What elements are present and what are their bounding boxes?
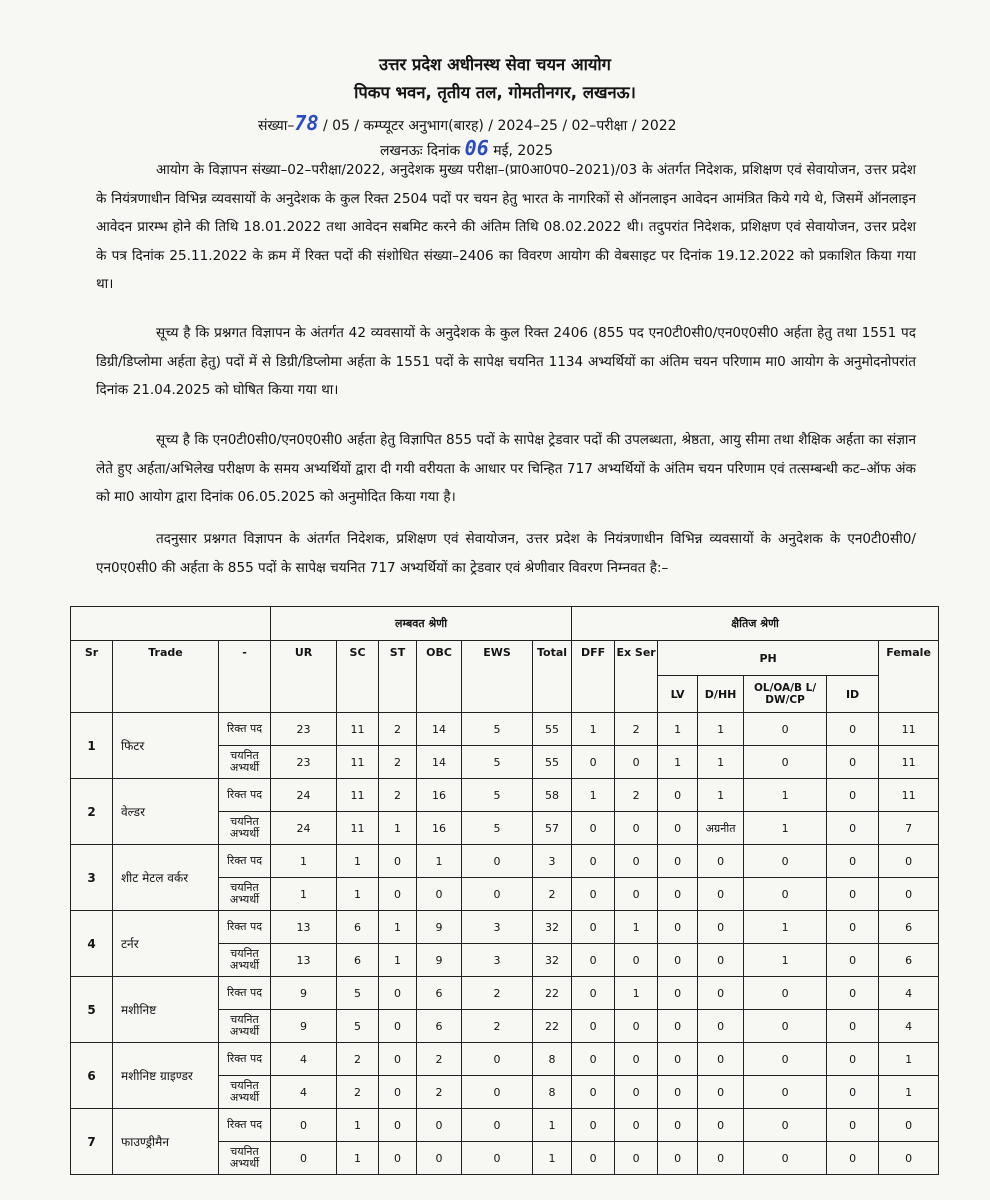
sr-cell: 2 xyxy=(71,779,113,845)
value-cell: 0 xyxy=(827,878,879,911)
value-cell: 0 xyxy=(744,1109,827,1142)
label-selected: चयनित अभ्यर्थी xyxy=(219,878,271,911)
value-cell: 5 xyxy=(462,779,533,812)
value-cell: 0 xyxy=(879,878,939,911)
value-cell: 57 xyxy=(533,812,572,845)
value-cell: 1 xyxy=(337,1109,379,1142)
value-cell: 58 xyxy=(533,779,572,812)
value-cell: 0 xyxy=(379,1043,417,1076)
value-cell: 0 xyxy=(658,1142,698,1175)
value-cell: 0 xyxy=(827,779,879,812)
value-cell: 1 xyxy=(417,845,462,878)
value-cell: 1 xyxy=(337,878,379,911)
label-vacant: रिक्त पद xyxy=(219,911,271,944)
label-vacant: रिक्त पद xyxy=(219,1109,271,1142)
trade-cell: फिटर xyxy=(113,713,219,779)
value-cell: 0 xyxy=(572,878,615,911)
value-cell: 0 xyxy=(379,1076,417,1109)
value-cell: 0 xyxy=(827,845,879,878)
col-ews: EWS xyxy=(462,641,533,713)
value-cell: 22 xyxy=(533,977,572,1010)
ref-suffix: / 05 / कम्प्यूटर अनुभाग(बारह) / 2024–25 / 02–परीक्षा / 2022 xyxy=(318,118,677,134)
value-cell: 11 xyxy=(337,779,379,812)
paragraph-4: तदनुसार प्रश्नगत विज्ञापन के अंतर्गत निदेशक, प्रशिक्षण एवं सेवायोजन, उत्तर प्रदेश के नियंत्रणाधीन विभिन्न व्यवसायों के अनुदेशक के एन0टी0सी0/एन0ए0सी0 की अर्हता के 855 पदों के सापेक्ष चयनित 717 अभ्यर्थियों का ट्रेडवार एवं श्रेणीवार विवरण निम्नवत है:– xyxy=(96,531,916,576)
value-cell: 0 xyxy=(572,1043,615,1076)
value-cell: 14 xyxy=(417,713,462,746)
value-cell: 1 xyxy=(337,845,379,878)
sr-cell: 4 xyxy=(71,911,113,977)
value-cell: 0 xyxy=(615,1043,658,1076)
label-selected: चयनित अभ्यर्थी xyxy=(219,944,271,977)
value-cell: 3 xyxy=(462,911,533,944)
value-cell: 0 xyxy=(462,1076,533,1109)
value-cell: 2 xyxy=(379,746,417,779)
table-row xyxy=(71,845,939,878)
value-cell: 2 xyxy=(533,878,572,911)
value-cell: 0 xyxy=(827,1142,879,1175)
sr-cell: 7 xyxy=(71,1109,113,1175)
col-trade: Trade xyxy=(113,641,219,713)
value-cell: 0 xyxy=(698,1010,744,1043)
value-cell: 4 xyxy=(271,1076,337,1109)
value-cell: 16 xyxy=(417,779,462,812)
value-cell: 0 xyxy=(615,1142,658,1175)
col-lv: LV xyxy=(658,676,698,713)
value-cell: 0 xyxy=(744,1142,827,1175)
value-cell: 0 xyxy=(827,713,879,746)
value-cell: 0 xyxy=(744,1076,827,1109)
value-cell: 14 xyxy=(417,746,462,779)
value-cell: 32 xyxy=(533,944,572,977)
value-cell: 11 xyxy=(337,812,379,845)
value-cell: 0 xyxy=(827,911,879,944)
value-cell: 0 xyxy=(744,713,827,746)
value-cell: 1 xyxy=(615,977,658,1010)
vertical-category-header: लम्बवत श्रेणी xyxy=(271,607,572,641)
value-cell: 11 xyxy=(879,779,939,812)
value-cell: 6 xyxy=(337,911,379,944)
value-cell: 7 xyxy=(879,812,939,845)
ref-number-handwritten: 78 xyxy=(294,111,319,135)
value-cell: अग्रनीत xyxy=(698,812,744,845)
reference-line xyxy=(258,111,677,135)
horizontal-category-header: क्षैतिज श्रेणी xyxy=(572,607,939,641)
value-cell: 0 xyxy=(417,1109,462,1142)
value-cell: 0 xyxy=(879,845,939,878)
value-cell: 9 xyxy=(271,1010,337,1043)
value-cell: 0 xyxy=(572,911,615,944)
value-cell: 0 xyxy=(698,1109,744,1142)
value-cell: 4 xyxy=(879,1010,939,1043)
value-cell: 0 xyxy=(462,1043,533,1076)
value-cell: 2 xyxy=(337,1076,379,1109)
col-sr: Sr xyxy=(71,641,113,713)
trade-cell: टर्नर xyxy=(113,911,219,977)
value-cell: 1 xyxy=(744,779,827,812)
value-cell: 2 xyxy=(379,713,417,746)
col-obc: OBC xyxy=(417,641,462,713)
value-cell: 0 xyxy=(827,746,879,779)
value-cell: 23 xyxy=(271,713,337,746)
col-total: Total xyxy=(533,641,572,713)
col-ex-ser: Ex Ser xyxy=(615,641,658,713)
value-cell: 16 xyxy=(417,812,462,845)
value-cell: 2 xyxy=(462,977,533,1010)
value-cell: 1 xyxy=(879,1076,939,1109)
value-cell: 0 xyxy=(572,845,615,878)
table-body xyxy=(71,713,939,1175)
org-name: उत्तर प्रदेश अधीनस्थ सेवा चयन आयोग xyxy=(379,55,611,74)
value-cell: 0 xyxy=(417,878,462,911)
value-cell: 0 xyxy=(615,812,658,845)
value-cell: 1 xyxy=(658,746,698,779)
value-cell: 0 xyxy=(658,845,698,878)
value-cell: 9 xyxy=(271,977,337,1010)
value-cell: 0 xyxy=(379,977,417,1010)
value-cell: 1 xyxy=(658,713,698,746)
value-cell: 6 xyxy=(417,1010,462,1043)
value-cell: 0 xyxy=(698,1142,744,1175)
value-cell: 23 xyxy=(271,746,337,779)
col-ur: UR xyxy=(271,641,337,713)
value-cell: 9 xyxy=(417,911,462,944)
table-row xyxy=(71,713,939,746)
value-cell: 0 xyxy=(462,1142,533,1175)
sr-cell: 3 xyxy=(71,845,113,911)
value-cell: 0 xyxy=(658,812,698,845)
value-cell: 11 xyxy=(337,713,379,746)
value-cell: 0 xyxy=(879,1142,939,1175)
table-row xyxy=(71,779,939,812)
value-cell: 24 xyxy=(271,779,337,812)
value-cell: 0 xyxy=(698,845,744,878)
value-cell: 3 xyxy=(462,944,533,977)
value-cell: 5 xyxy=(337,977,379,1010)
value-cell: 55 xyxy=(533,746,572,779)
value-cell: 0 xyxy=(379,1010,417,1043)
value-cell: 6 xyxy=(337,944,379,977)
value-cell: 6 xyxy=(879,944,939,977)
value-cell: 0 xyxy=(572,812,615,845)
date-day-handwritten: 06 xyxy=(464,136,489,160)
value-cell: 0 xyxy=(462,878,533,911)
value-cell: 5 xyxy=(462,713,533,746)
value-cell: 0 xyxy=(658,878,698,911)
value-cell: 0 xyxy=(698,911,744,944)
trade-cell: शीट मेटल वर्कर xyxy=(113,845,219,911)
value-cell: 1 xyxy=(698,746,744,779)
value-cell: 5 xyxy=(462,812,533,845)
value-cell: 0 xyxy=(879,1109,939,1142)
value-cell: 0 xyxy=(698,1043,744,1076)
value-cell: 11 xyxy=(879,713,939,746)
value-cell: 1 xyxy=(533,1142,572,1175)
value-cell: 0 xyxy=(658,1010,698,1043)
col-ph: PH xyxy=(658,641,879,676)
col-dff: DFF xyxy=(572,641,615,713)
value-cell: 1 xyxy=(337,1142,379,1175)
value-cell: 0 xyxy=(658,779,698,812)
value-cell: 0 xyxy=(379,1142,417,1175)
value-cell: 0 xyxy=(827,1109,879,1142)
value-cell: 0 xyxy=(744,845,827,878)
table-row xyxy=(71,911,939,944)
value-cell: 0 xyxy=(658,911,698,944)
value-cell: 13 xyxy=(271,911,337,944)
value-cell: 2 xyxy=(615,779,658,812)
paragraph-3: सूच्य है कि एन0टी0सी0/एन0ए0सी0 अर्हता हेतु विज्ञापित 855 पदों के सापेक्ष ट्रेडवार पदों की उपलब्धता, श्रेष्ठता, आयु सीमा तथा शैक्षिक अर्हता का संज्ञान लेते हुए अर्हता/अभिलेख परीक्षण के समय अभ्यर्थियों द्वारा दी गयी वरीयता के आधार पर चिन्हित 717 अभ्यर्थियों के अंतिम चयन परिणाम एवं तत्सम्बन्धी कट–ऑफ अंक को मा0 आयोग द्वारा दिनांक 06.05.2025 को अनुमोदित किया गया है। xyxy=(96,432,916,505)
value-cell: 0 xyxy=(379,845,417,878)
value-cell: 0 xyxy=(615,746,658,779)
trade-cell: मशीनिष्ट xyxy=(113,977,219,1043)
value-cell: 0 xyxy=(572,1010,615,1043)
value-cell: 0 xyxy=(658,1076,698,1109)
value-cell: 0 xyxy=(698,1076,744,1109)
value-cell: 2 xyxy=(462,1010,533,1043)
value-cell: 0 xyxy=(572,746,615,779)
value-cell: 0 xyxy=(744,1043,827,1076)
label-selected: चयनित अभ्यर्थी xyxy=(219,812,271,845)
label-vacant: रिक्त पद xyxy=(219,779,271,812)
value-cell: 11 xyxy=(879,746,939,779)
paragraph-2: सूच्य है कि प्रश्नगत विज्ञापन के अंतर्गत 42 व्यवसायों के अनुदेशक के कुल रिक्त 2406 (855 पद एन0टी0सी0/एन0ए0सी0 अर्हता हेतु तथा 1551 पद डिग्री/डिप्लोमा अर्हता हेतु) पदों में से डिग्री/डिप्लोमा अर्हता के 1551 पदों के सापेक्ष चयनित 1134 अभ्यर्थियों का अंतिम चयन परिणाम मा0 आयोग के अनुमोदनोपरांत दिनांक 21.04.2025 को घोषित किया गया था। xyxy=(96,325,916,398)
value-cell: 8 xyxy=(533,1043,572,1076)
date-prefix: लखनऊः दिनांक xyxy=(380,143,461,159)
value-cell: 0 xyxy=(615,944,658,977)
value-cell: 0 xyxy=(417,1142,462,1175)
value-cell: 0 xyxy=(744,1010,827,1043)
col-sc: SC xyxy=(337,641,379,713)
value-cell: 9 xyxy=(417,944,462,977)
value-cell: 0 xyxy=(698,878,744,911)
value-cell: 0 xyxy=(744,977,827,1010)
sr-cell: 1 xyxy=(71,713,113,779)
value-cell: 0 xyxy=(271,1109,337,1142)
value-cell: 0 xyxy=(658,944,698,977)
value-cell: 0 xyxy=(379,1109,417,1142)
value-cell: 1 xyxy=(698,779,744,812)
value-cell: 0 xyxy=(827,812,879,845)
col-female: Female xyxy=(879,641,939,713)
value-cell: 0 xyxy=(615,878,658,911)
sr-cell: 6 xyxy=(71,1043,113,1109)
trade-cell: मशीनिष्ट ग्राइण्डर xyxy=(113,1043,219,1109)
value-cell: 0 xyxy=(572,1076,615,1109)
value-cell: 2 xyxy=(417,1043,462,1076)
value-cell: 13 xyxy=(271,944,337,977)
value-cell: 3 xyxy=(533,845,572,878)
value-cell: 1 xyxy=(615,911,658,944)
value-cell: 0 xyxy=(827,944,879,977)
value-cell: 1 xyxy=(698,713,744,746)
value-cell: 1 xyxy=(271,845,337,878)
value-cell: 0 xyxy=(379,878,417,911)
label-selected: चयनित अभ्यर्थी xyxy=(219,1142,271,1175)
value-cell: 0 xyxy=(462,845,533,878)
label-selected: चयनित अभ्यर्थी xyxy=(219,746,271,779)
col-st: ST xyxy=(379,641,417,713)
value-cell: 0 xyxy=(572,944,615,977)
col-ol-oa-bl: OL/OA/B L/ DW/CP xyxy=(744,676,827,713)
label-vacant: रिक्त पद xyxy=(219,845,271,878)
table-row xyxy=(71,1109,939,1142)
value-cell: 0 xyxy=(462,1109,533,1142)
table-row xyxy=(71,977,939,1010)
label-vacant: रिक्त पद xyxy=(219,977,271,1010)
paragraph-1: आयोग के विज्ञापन संख्या–02–परीक्षा/2022, अनुदेशक मुख्य परीक्षा–(प्रा0आ0प0–2021)/03 के अंतर्गत निदेशक, प्रशिक्षण एवं सेवायोजन, उत्तर प्रदेश के नियंत्रणाधीन विभिन्न व्यवसायों के अनुदेशक के कुल रिक्त 2504 पदों पर चयन हेतु भारत के नागरिकों से ऑनलाइन आवेदन आमंत्रित किये गये थे, जिसमें ऑनलाइन आवेदन प्रारम्भ होने की तिथि 18.01.2022 तथा आवेदन सबमिट करने की अंतिम तिथि 08.02.2022 थी। तदुपरांत निदेशक, प्रशिक्षण एवं सेवायोजन, उत्तर प्रदेश के पत्र दिनांक 25.11.2022 के क्रम में रिक्त पदों की संशोधित संख्या–2406 का विवरण आयोग की वेबसाइट पर दिनांक 19.12.2022 को प्रकाशित किया गया था। xyxy=(96,162,916,292)
value-cell: 24 xyxy=(271,812,337,845)
value-cell: 1 xyxy=(879,1043,939,1076)
value-cell: 4 xyxy=(879,977,939,1010)
value-cell: 0 xyxy=(658,1043,698,1076)
value-cell: 4 xyxy=(271,1043,337,1076)
value-cell: 0 xyxy=(744,746,827,779)
value-cell: 2 xyxy=(337,1043,379,1076)
value-cell: 5 xyxy=(462,746,533,779)
org-address: पिकप भवन, तृतीय तल, गोमतीनगर, लखनऊ। xyxy=(354,83,636,102)
value-cell: 0 xyxy=(572,977,615,1010)
value-cell: 0 xyxy=(827,1076,879,1109)
sr-cell: 5 xyxy=(71,977,113,1043)
value-cell: 0 xyxy=(572,1109,615,1142)
value-cell: 0 xyxy=(572,1142,615,1175)
label-selected: चयनित अभ्यर्थी xyxy=(219,1076,271,1109)
value-cell: 1 xyxy=(744,812,827,845)
value-cell: 0 xyxy=(698,944,744,977)
selection-table xyxy=(70,606,939,1175)
blank-group-cell xyxy=(71,607,271,641)
col-dash: - xyxy=(219,641,271,713)
value-cell: 6 xyxy=(417,977,462,1010)
value-cell: 2 xyxy=(417,1076,462,1109)
label-vacant: रिक्त पद xyxy=(219,713,271,746)
value-cell: 32 xyxy=(533,911,572,944)
value-cell: 0 xyxy=(615,1109,658,1142)
ref-prefix: संख्या– xyxy=(258,118,295,134)
value-cell: 0 xyxy=(827,977,879,1010)
col-id: ID xyxy=(827,676,879,713)
value-cell: 1 xyxy=(744,911,827,944)
col-dhh: D/HH xyxy=(698,676,744,713)
value-cell: 22 xyxy=(533,1010,572,1043)
value-cell: 0 xyxy=(698,977,744,1010)
value-cell: 1 xyxy=(572,779,615,812)
value-cell: 1 xyxy=(379,944,417,977)
value-cell: 6 xyxy=(879,911,939,944)
value-cell: 1 xyxy=(379,812,417,845)
label-vacant: रिक्त पद xyxy=(219,1043,271,1076)
table-row xyxy=(71,1043,939,1076)
value-cell: 0 xyxy=(827,1043,879,1076)
value-cell: 8 xyxy=(533,1076,572,1109)
value-cell: 5 xyxy=(337,1010,379,1043)
value-cell: 55 xyxy=(533,713,572,746)
value-cell: 2 xyxy=(615,713,658,746)
value-cell: 0 xyxy=(615,1076,658,1109)
value-cell: 1 xyxy=(744,944,827,977)
value-cell: 0 xyxy=(615,845,658,878)
value-cell: 11 xyxy=(337,746,379,779)
value-cell: 1 xyxy=(271,878,337,911)
value-cell: 0 xyxy=(615,1010,658,1043)
value-cell: 0 xyxy=(658,977,698,1010)
value-cell: 1 xyxy=(572,713,615,746)
value-cell: 0 xyxy=(271,1142,337,1175)
label-selected: चयनित अभ्यर्थी xyxy=(219,1010,271,1043)
value-cell: 0 xyxy=(827,1010,879,1043)
trade-cell: वेल्डर xyxy=(113,779,219,845)
value-cell: 0 xyxy=(658,1109,698,1142)
value-cell: 0 xyxy=(744,878,827,911)
trade-cell: फाउण्ड्रीमैन xyxy=(113,1109,219,1175)
value-cell: 1 xyxy=(379,911,417,944)
value-cell: 1 xyxy=(533,1109,572,1142)
value-cell: 2 xyxy=(379,779,417,812)
date-suffix: मई, 2025 xyxy=(493,143,553,159)
